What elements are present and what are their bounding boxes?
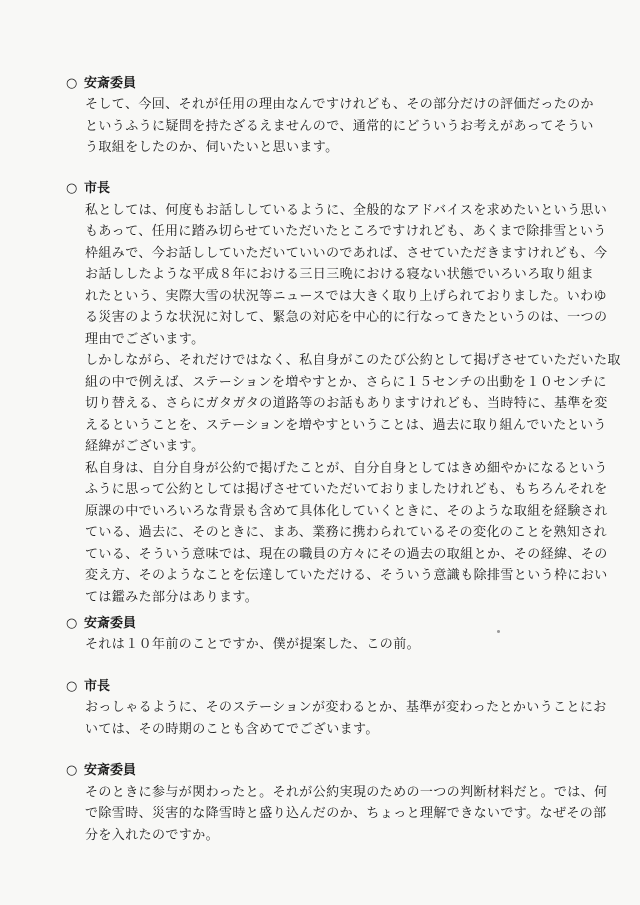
transcript-line: そして、今回、それが任用の理由なんですけれども、その部分だけの評価だったのか bbox=[85, 97, 594, 112]
circle-bullet-icon: ○ bbox=[66, 616, 78, 631]
transcript-line: 原課の中でいろいろな背景も含めて具体化していくときに、そのような取組を経験され bbox=[85, 504, 608, 519]
speaker-heading bbox=[66, 75, 136, 93]
transcript-line: る災害のような状況に対して、緊急の対応を中心的に行なってきたというのは、一つの bbox=[85, 310, 608, 325]
circle-bullet-icon: ○ bbox=[66, 679, 78, 694]
circle-bullet-icon: ○ bbox=[66, 181, 78, 196]
transcript-line: いては、その時期のことも含めてでございます。 bbox=[85, 722, 379, 737]
transcript-line: というふうに疑問を持たざるえませんので、通常的にどういうお考えがあってそうい bbox=[85, 119, 594, 134]
transcript-line: で除雪時、災害的な降雪時と盛り込んだのか、ちょっと理解できないです。なぜその部 bbox=[85, 806, 607, 821]
transcript-line: 私自身は、自分自身が公約で掲げたことが、自分自身としてはきめ細やかになるという bbox=[85, 461, 608, 476]
speaker-name: 市長 bbox=[84, 181, 111, 196]
speaker-name: 安斎委員 bbox=[84, 616, 137, 631]
speaker-heading bbox=[66, 678, 110, 696]
transcript-line: ている、そういう意味では、現在の職員の方々にその過去の取組とか、その経緯、その bbox=[85, 547, 608, 562]
transcript-line: 経緯がございます。 bbox=[85, 439, 205, 454]
transcript-line: それは１０年前のことですか、僕が提案した、この前。 bbox=[85, 637, 421, 652]
transcript-line: ふうに思って公約としては掲げさせていただいておりましたけれども、もちろんそれを bbox=[85, 482, 608, 497]
transcript-line: 組の中で例えば、ステーションを増やすとか、さらに１５センチの出動を１０センチに bbox=[85, 375, 607, 390]
transcript-line: しかしながら、それだけではなく、私自身がこのたび公約として掲げさせていただいた取 bbox=[85, 353, 621, 368]
transcript-line: 私としては、何度もお話ししているように、全般的なアドバイスを求めたいという思い bbox=[85, 203, 608, 218]
transcript-line: う取組をしたのか、伺いたいと思います。 bbox=[85, 140, 339, 155]
speaker-name: 安斎委員 bbox=[84, 763, 137, 778]
transcript-line: 理由でございます。 bbox=[85, 332, 205, 347]
transcript-line: ては鑑みた部分はあります。 bbox=[85, 590, 259, 605]
speaker-heading bbox=[66, 180, 110, 198]
transcript-line: 分を入れたのですか。 bbox=[85, 828, 220, 843]
speaker-name: 安斎委員 bbox=[84, 76, 137, 91]
speaker-name: 市長 bbox=[84, 679, 111, 694]
scan-speck bbox=[497, 630, 500, 633]
transcript-line: ている、過去に、そのときに、まあ、業務に携わられているその変化のことを熟知され bbox=[85, 525, 608, 540]
transcript-line: もあって、任用に踏み切らせていただいたところですけれども、あくまで除排雪という bbox=[85, 224, 607, 239]
transcript-line: おっしゃるように、そのステーションが変わるとか、基準が変わったとかいうことにお bbox=[85, 700, 607, 715]
transcript-line: 枠組みで、今お話ししていただいていいのであれば、させていただきますけれども、今 bbox=[85, 246, 608, 261]
circle-bullet-icon: ○ bbox=[66, 76, 78, 91]
speaker-heading bbox=[66, 762, 136, 780]
transcript-line: えるということを、ステーションを増やすということは、過去に取り組んでいたという bbox=[85, 418, 607, 433]
circle-bullet-icon: ○ bbox=[66, 763, 78, 778]
transcript-line: お話ししたような平成８年における三日三晩における寝ない状態でいろいろ取り組ま bbox=[85, 267, 595, 282]
transcript-line: れたという、実際大雪の状況等ニュースでは大きく取り上げられておりました。いわゆ bbox=[85, 289, 607, 304]
transcript-line: 変え方、そのようなことを伝達していただける、そういう意識も除排雪という枠におい bbox=[85, 568, 608, 583]
speaker-heading bbox=[66, 615, 136, 633]
transcript-line: そのときに参与が関わったと。それが公約実現のための一つの判断材料だと。では、何 bbox=[85, 785, 608, 800]
transcript-line: 切り替える、さらにガタガタの道路等のお話もありますけれども、当時特に、基準を変 bbox=[85, 396, 608, 411]
